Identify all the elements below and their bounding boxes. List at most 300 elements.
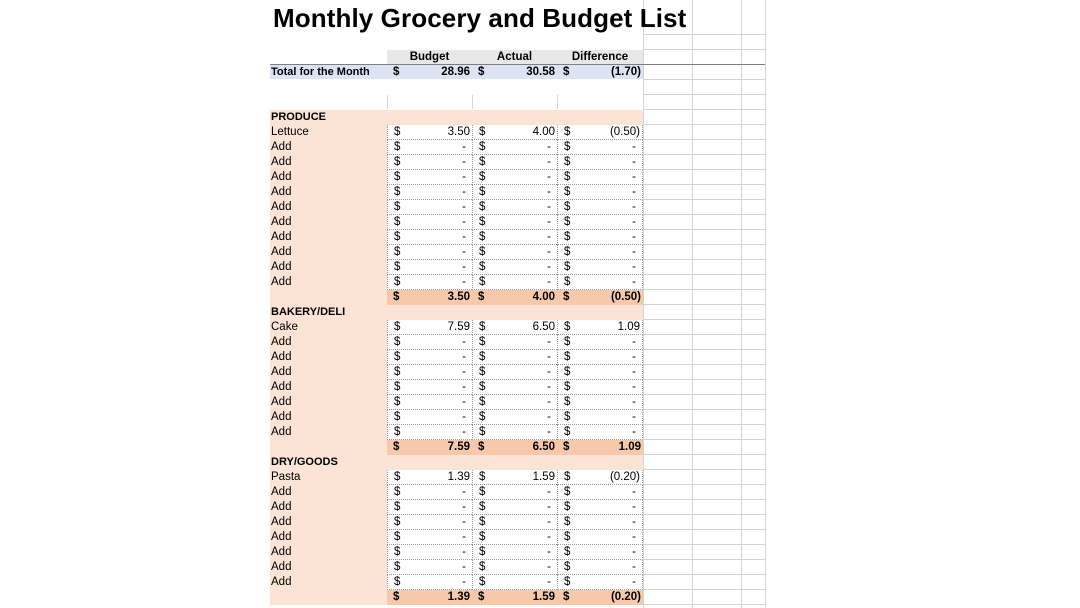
actual-cell[interactable] [472, 575, 557, 590]
difference-cell[interactable] [557, 575, 643, 590]
budget-value: - [462, 216, 466, 228]
currency-symbol: $ [394, 171, 401, 183]
actual-cell[interactable] [472, 530, 557, 545]
currency-symbol: $ [394, 366, 401, 378]
currency-symbol: $ [394, 501, 401, 513]
budget-value: - [462, 411, 466, 423]
budget-value: - [462, 201, 466, 213]
item-label[interactable]: Add [271, 351, 292, 363]
difference-value: (0.20) [610, 591, 641, 603]
difference-value: - [632, 546, 636, 558]
currency-symbol: $ [564, 516, 571, 528]
difference-value: - [632, 171, 636, 183]
currency-symbol: $ [394, 351, 401, 363]
difference-cell[interactable] [557, 320, 643, 335]
gridline [765, 0, 766, 608]
total-budget-value: 28.96 [441, 66, 470, 78]
actual-value: - [547, 261, 551, 273]
actual-cell[interactable] [472, 260, 557, 275]
subtotal-actual-cell[interactable] [472, 290, 557, 305]
currency-symbol: $ [394, 186, 401, 198]
currency-symbol: $ [564, 231, 571, 243]
actual-value: 6.50 [532, 321, 555, 333]
budget-value: - [462, 561, 466, 573]
currency-symbol: $ [479, 366, 486, 378]
actual-value: 4.00 [532, 126, 555, 138]
gridline [643, 214, 765, 215]
total-difference-cell[interactable] [557, 65, 643, 80]
table-row[interactable] [270, 485, 643, 500]
gridline [643, 334, 765, 335]
table-row[interactable] [270, 140, 643, 155]
table-row[interactable] [270, 365, 643, 380]
difference-value: - [632, 516, 636, 528]
difference-cell[interactable] [557, 365, 643, 380]
actual-value: - [547, 531, 551, 543]
budget-value: - [462, 336, 466, 348]
difference-value: - [632, 501, 636, 513]
subtotal-actual-cell[interactable] [472, 590, 557, 605]
currency-symbol: $ [393, 441, 400, 453]
currency-symbol: $ [479, 156, 486, 168]
currency-symbol: $ [564, 531, 571, 543]
difference-value: - [632, 381, 636, 393]
currency-symbol: $ [564, 246, 571, 258]
item-label[interactable]: Add [271, 501, 292, 513]
table-row[interactable] [270, 530, 643, 545]
budget-value: - [462, 381, 466, 393]
budget-cell[interactable] [387, 500, 472, 515]
budget-cell[interactable] [387, 515, 472, 530]
table-row[interactable] [270, 170, 643, 185]
budget-cell[interactable] [387, 215, 472, 230]
currency-symbol: $ [479, 321, 486, 333]
actual-cell[interactable] [472, 470, 557, 485]
gridline [643, 139, 765, 140]
currency-symbol: $ [394, 396, 401, 408]
subtotal-row[interactable] [270, 290, 643, 305]
budget-value: - [462, 231, 466, 243]
subtotal-budget-cell[interactable] [387, 590, 472, 605]
difference-cell[interactable] [557, 380, 643, 395]
difference-cell[interactable] [557, 185, 643, 200]
actual-cell[interactable] [472, 395, 557, 410]
table-row[interactable] [270, 125, 643, 140]
item-label[interactable]: Add [271, 246, 292, 258]
budget-cell[interactable] [387, 380, 472, 395]
subtotal-budget-cell[interactable] [387, 290, 472, 305]
column-header-difference[interactable]: Difference [557, 50, 643, 64]
actual-cell[interactable] [472, 275, 557, 290]
currency-symbol: $ [564, 576, 571, 588]
table-row[interactable] [270, 500, 643, 515]
actual-cell[interactable] [472, 515, 557, 530]
actual-cell[interactable] [472, 245, 557, 260]
currency-symbol: $ [479, 546, 486, 558]
table-row[interactable] [270, 380, 643, 395]
difference-value: - [632, 246, 636, 258]
gridline [643, 574, 765, 575]
actual-value: 1.59 [532, 471, 555, 483]
item-label[interactable]: Add [271, 216, 292, 228]
actual-cell[interactable] [472, 500, 557, 515]
total-row[interactable] [270, 65, 643, 79]
currency-symbol: $ [479, 561, 486, 573]
currency-symbol: $ [394, 276, 401, 288]
item-label[interactable]: Add [271, 516, 292, 528]
budget-cell[interactable] [387, 200, 472, 215]
actual-cell[interactable] [472, 410, 557, 425]
currency-symbol: $ [479, 486, 486, 498]
budget-value: 7.59 [447, 321, 470, 333]
difference-cell[interactable] [557, 515, 643, 530]
budget-value: - [462, 486, 466, 498]
budget-value: 3.50 [447, 126, 470, 138]
budget-value: - [462, 276, 466, 288]
table-row[interactable] [270, 200, 643, 215]
actual-value: - [547, 486, 551, 498]
actual-value: 1.59 [532, 591, 555, 603]
budget-cell[interactable] [387, 545, 472, 560]
gridline [643, 364, 765, 365]
gridline [643, 304, 765, 305]
currency-symbol: $ [563, 591, 570, 603]
difference-cell[interactable] [557, 485, 643, 500]
actual-cell[interactable] [472, 335, 557, 350]
table-row[interactable] [270, 185, 643, 200]
section-heading [270, 455, 643, 470]
table-row[interactable] [270, 575, 643, 590]
table-row[interactable] [270, 275, 643, 290]
difference-value: - [632, 576, 636, 588]
subtotal-difference-cell[interactable] [557, 290, 643, 305]
actual-value: - [547, 516, 551, 528]
currency-symbol: $ [478, 66, 485, 78]
difference-cell[interactable] [557, 335, 643, 350]
currency-symbol: $ [564, 216, 571, 228]
currency-symbol: $ [479, 516, 486, 528]
column-header-actual[interactable]: Actual [472, 50, 557, 64]
item-label[interactable]: Lettuce [271, 126, 309, 138]
table-row[interactable] [270, 560, 643, 575]
item-label[interactable]: Add [271, 231, 292, 243]
currency-symbol: $ [564, 381, 571, 393]
item-label[interactable]: Add [271, 276, 292, 288]
gridline [643, 124, 765, 125]
budget-value: - [462, 396, 466, 408]
gridline [643, 589, 765, 590]
actual-cell[interactable] [472, 230, 557, 245]
currency-symbol: $ [479, 336, 486, 348]
difference-cell[interactable] [557, 170, 643, 185]
budget-cell[interactable] [387, 335, 472, 350]
column-header-budget[interactable]: Budget [387, 50, 472, 64]
difference-value: - [632, 156, 636, 168]
budget-value: - [462, 141, 466, 153]
budget-cell[interactable] [387, 140, 472, 155]
actual-value: - [547, 141, 551, 153]
difference-cell[interactable] [557, 245, 643, 260]
difference-cell[interactable] [557, 395, 643, 410]
actual-cell[interactable] [472, 215, 557, 230]
currency-symbol: $ [479, 381, 486, 393]
difference-value: (0.50) [610, 291, 641, 303]
difference-cell[interactable] [557, 125, 643, 140]
actual-cell[interactable] [472, 365, 557, 380]
actual-value: - [547, 156, 551, 168]
table-row[interactable] [270, 410, 643, 425]
budget-value: - [462, 531, 466, 543]
budget-value: - [462, 516, 466, 528]
difference-value: - [632, 186, 636, 198]
item-label[interactable]: Add [271, 561, 292, 573]
total-label: Total for the Month [271, 66, 370, 78]
table-row[interactable] [270, 245, 643, 260]
item-label[interactable]: Add [271, 201, 292, 213]
currency-symbol: $ [394, 201, 401, 213]
currency-symbol: $ [394, 561, 401, 573]
actual-value: - [547, 276, 551, 288]
gridline [643, 529, 765, 530]
currency-symbol: $ [394, 426, 401, 438]
budget-value: 3.50 [447, 291, 470, 303]
table-row[interactable] [270, 335, 643, 350]
actual-cell[interactable] [472, 170, 557, 185]
currency-symbol: $ [564, 336, 571, 348]
budget-cell[interactable] [387, 185, 472, 200]
actual-cell[interactable] [472, 185, 557, 200]
budget-cell[interactable] [387, 125, 472, 140]
subtotal-difference-cell[interactable] [557, 440, 643, 455]
currency-symbol: $ [479, 126, 486, 138]
item-label[interactable]: Add [271, 156, 292, 168]
budget-cell[interactable] [387, 275, 472, 290]
actual-cell[interactable] [472, 140, 557, 155]
section-heading [270, 305, 643, 320]
budget-cell[interactable] [387, 425, 472, 440]
gridline [643, 244, 765, 245]
budget-cell[interactable] [387, 245, 472, 260]
budget-cell[interactable] [387, 410, 472, 425]
currency-symbol: $ [563, 441, 570, 453]
currency-symbol: $ [564, 546, 571, 558]
currency-symbol: $ [394, 261, 401, 273]
gridline [643, 499, 765, 500]
item-label[interactable]: Add [271, 261, 292, 273]
currency-symbol: $ [564, 396, 571, 408]
difference-cell[interactable] [557, 260, 643, 275]
difference-value: - [632, 486, 636, 498]
actual-value: - [547, 546, 551, 558]
table-row[interactable] [270, 545, 643, 560]
actual-value: - [547, 381, 551, 393]
total-actual-value: 30.58 [526, 66, 555, 78]
currency-symbol: $ [479, 426, 486, 438]
currency-symbol: $ [394, 321, 401, 333]
total-budget-cell[interactable] [387, 65, 472, 80]
item-label[interactable]: Add [271, 411, 292, 423]
subtotal-budget-cell[interactable] [387, 440, 472, 455]
actual-value: - [547, 411, 551, 423]
budget-cell[interactable] [387, 170, 472, 185]
currency-symbol: $ [479, 141, 486, 153]
difference-cell[interactable] [557, 530, 643, 545]
difference-value: - [632, 366, 636, 378]
table-row[interactable] [270, 230, 643, 245]
page-title: Monthly Grocery and Budget List [273, 3, 687, 33]
budget-cell[interactable] [387, 365, 472, 380]
item-label[interactable]: Add [271, 576, 292, 588]
budget-cell[interactable] [387, 575, 472, 590]
gridline [643, 514, 765, 515]
table-row[interactable] [270, 350, 643, 365]
currency-symbol: $ [564, 156, 571, 168]
gridline [643, 439, 765, 440]
budget-value: - [462, 261, 466, 273]
difference-value: 1.09 [618, 441, 641, 453]
actual-value: - [547, 366, 551, 378]
actual-value: - [547, 426, 551, 438]
currency-symbol: $ [564, 561, 571, 573]
difference-value: - [632, 531, 636, 543]
budget-cell[interactable] [387, 155, 472, 170]
item-label[interactable]: Add [271, 381, 292, 393]
item-label[interactable]: Add [271, 546, 292, 558]
difference-cell[interactable] [557, 230, 643, 245]
currency-symbol: $ [394, 516, 401, 528]
currency-symbol: $ [394, 576, 401, 588]
actual-value: - [547, 171, 551, 183]
table-row[interactable] [270, 425, 643, 440]
actual-cell[interactable] [472, 320, 557, 335]
budget-value: - [462, 351, 466, 363]
currency-symbol: $ [564, 126, 571, 138]
actual-value: - [547, 501, 551, 513]
actual-cell[interactable] [472, 560, 557, 575]
currency-symbol: $ [564, 501, 571, 513]
difference-cell[interactable] [557, 155, 643, 170]
actual-cell[interactable] [472, 155, 557, 170]
gridline [643, 274, 765, 275]
difference-cell[interactable] [557, 200, 643, 215]
difference-cell[interactable] [557, 500, 643, 515]
difference-cell[interactable] [557, 470, 643, 485]
difference-cell[interactable] [557, 560, 643, 575]
currency-symbol: $ [394, 246, 401, 258]
currency-symbol: $ [394, 411, 401, 423]
table-row[interactable] [270, 320, 643, 335]
difference-cell[interactable] [557, 425, 643, 440]
budget-cell[interactable] [387, 320, 472, 335]
item-label[interactable]: Add [271, 531, 292, 543]
item-label[interactable]: Add [271, 426, 292, 438]
table-row[interactable] [270, 155, 643, 170]
item-label[interactable]: Add [271, 366, 292, 378]
difference-value: (0.50) [609, 126, 640, 138]
currency-symbol: $ [478, 441, 485, 453]
currency-symbol: $ [564, 366, 571, 378]
currency-symbol: $ [479, 171, 486, 183]
actual-value: - [547, 246, 551, 258]
gridline [643, 229, 765, 230]
item-label[interactable]: Add [271, 486, 292, 498]
table-row[interactable] [270, 515, 643, 530]
budget-value: - [462, 426, 466, 438]
table-row[interactable] [270, 260, 643, 275]
actual-cell[interactable] [472, 545, 557, 560]
item-label[interactable]: Add [271, 171, 292, 183]
subtotal-actual-cell[interactable] [472, 440, 557, 455]
budget-cell[interactable] [387, 530, 472, 545]
difference-cell[interactable] [557, 350, 643, 365]
table-row[interactable] [270, 215, 643, 230]
gridline [643, 604, 765, 605]
difference-value: (0.20) [609, 471, 640, 483]
budget-cell[interactable] [387, 470, 472, 485]
currency-symbol: $ [394, 231, 401, 243]
budget-cell[interactable] [387, 395, 472, 410]
budget-cell[interactable] [387, 485, 472, 500]
subtotal-row[interactable] [270, 590, 643, 605]
currency-symbol: $ [479, 216, 486, 228]
currency-symbol: $ [394, 486, 401, 498]
actual-value: - [547, 231, 551, 243]
gridline [643, 109, 765, 110]
item-label[interactable]: Add [271, 141, 292, 153]
table-row[interactable] [270, 470, 643, 485]
currency-symbol: $ [394, 141, 401, 153]
actual-value: 6.50 [532, 441, 555, 453]
item-label[interactable]: Add [271, 336, 292, 348]
difference-cell[interactable] [557, 215, 643, 230]
item-label[interactable]: Add [271, 396, 292, 408]
actual-cell[interactable] [472, 350, 557, 365]
actual-cell[interactable] [472, 200, 557, 215]
currency-symbol: $ [479, 186, 486, 198]
total-difference-value: (1.70) [610, 66, 641, 78]
table-row[interactable] [270, 395, 643, 410]
total-actual-cell[interactable] [472, 65, 557, 80]
difference-cell[interactable] [557, 140, 643, 155]
currency-symbol: $ [564, 276, 571, 288]
budget-cell[interactable] [387, 230, 472, 245]
actual-cell[interactable] [472, 425, 557, 440]
budget-cell[interactable] [387, 560, 472, 575]
actual-cell[interactable] [472, 485, 557, 500]
difference-cell[interactable] [557, 410, 643, 425]
actual-value: - [547, 336, 551, 348]
currency-symbol: $ [479, 411, 486, 423]
gridline [643, 409, 765, 410]
budget-cell[interactable] [387, 350, 472, 365]
currency-symbol: $ [479, 201, 486, 213]
difference-cell[interactable] [557, 275, 643, 290]
difference-cell[interactable] [557, 545, 643, 560]
difference-value: - [632, 411, 636, 423]
difference-value: - [632, 396, 636, 408]
item-label[interactable]: Pasta [271, 471, 301, 483]
actual-cell[interactable] [472, 125, 557, 140]
budget-value: 1.39 [447, 471, 470, 483]
budget-cell[interactable] [387, 260, 472, 275]
subtotal-difference-cell[interactable] [557, 590, 643, 605]
subtotal-row[interactable] [270, 440, 643, 455]
gridline [643, 169, 765, 170]
actual-cell[interactable] [472, 380, 557, 395]
item-label[interactable]: Cake [271, 321, 298, 333]
item-label[interactable]: Add [271, 186, 292, 198]
currency-symbol: $ [479, 351, 486, 363]
